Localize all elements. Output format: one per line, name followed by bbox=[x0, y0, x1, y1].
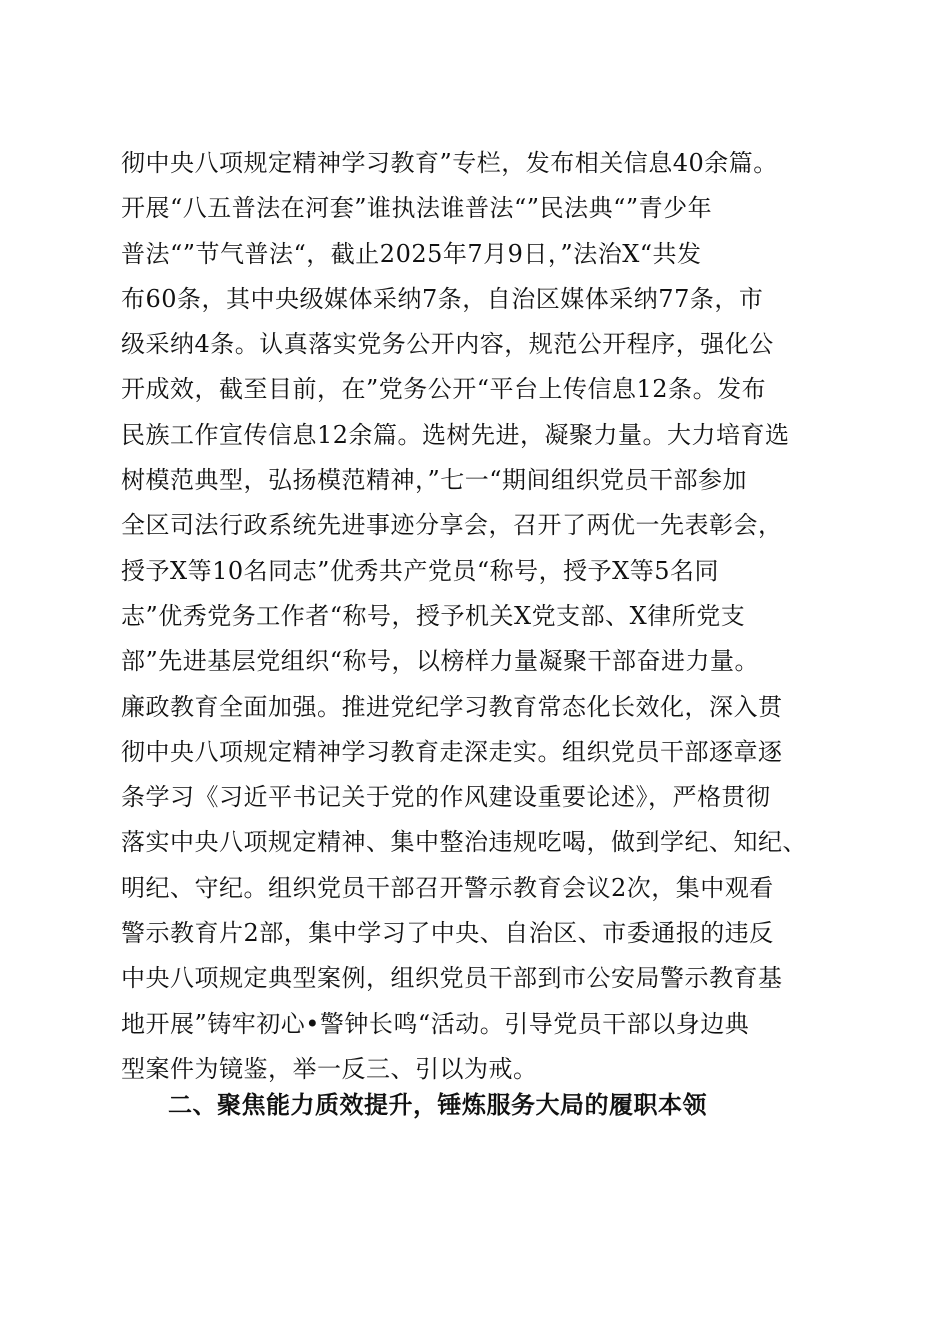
text-line: 落实中央八项规定精神、集中整治违规吃喝，做到学纪、知纪、 bbox=[121, 828, 807, 857]
text-line: 开成效，截至目前，在”党务公开“平台上传信息12条。发布 bbox=[121, 375, 767, 404]
text-line: 树模范典型，弘扬模范精神，”七一“期间组织党员干部参加 bbox=[121, 466, 748, 495]
text-line: 中央八项规定典型案例，组织党员干部到市公安局警示教育基 bbox=[121, 964, 783, 993]
text-line: 条学习《习近平书记关于党的作风建设重要论述》，严格贯彻 bbox=[121, 783, 771, 812]
text-line: 民族工作宣传信息12余篇。选树先进，凝聚力量。大力培育选 bbox=[121, 420, 790, 449]
text-line: 彻中央八项规定精神学习教育走深走实。组织党员干部逐章逐 bbox=[121, 737, 783, 766]
text-line: 型案件为镜鉴，举一反三、引以为戒。 bbox=[121, 1054, 538, 1083]
text-line: 廉政教育全面加强。推进党纪学习教育常态化长效化，深入贯 bbox=[121, 692, 783, 721]
body-paragraph bbox=[121, 141, 841, 1092]
text-line: 开展“八五普法在河套”谁执法谁普法“”民法典“”青少年 bbox=[121, 194, 713, 223]
text-line: 警示教育片2部，集中学习了中央、自治区、市委通报的违反 bbox=[121, 919, 774, 948]
text-line: 普法“”节气普法“，截止2025年7月9日，”法治X“共发 bbox=[121, 239, 702, 268]
text-line: 彻中央八项规定精神学习教育”专栏，发布相关信息40余篇。 bbox=[121, 149, 778, 177]
text-line: 部”先进基层党组织“称号，以榜样力量凝聚干部奋进力量。 bbox=[121, 647, 760, 676]
text-line: 地开展”铸牢初心•警钟长鸣“活动。引导党员干部以身边典 bbox=[121, 1009, 750, 1038]
text-line: 布60条，其中央级媒体采纳7条，自治区媒体采纳77条，市 bbox=[121, 284, 764, 313]
text-line: 明纪、守纪。组织党员干部召开警示教育会议2次，集中观看 bbox=[121, 873, 774, 902]
text-line: 级采纳4条。认真落实党务公开内容，规范公开程序，强化公 bbox=[121, 330, 774, 359]
text-line: 全区司法行政系统先进事迹分享会，召开了两优一先表彰会， bbox=[121, 511, 783, 540]
text-line: 授予X等10名同志”优秀共产党员“称号，授予X等5名同 bbox=[121, 556, 720, 585]
section-heading: 二、聚焦能力质效提升，锤炼服务大局的履职本领 bbox=[168, 1090, 707, 1119]
text-line: 志”优秀党务工作者“称号，授予机关X党支部、X律所党支 bbox=[121, 601, 746, 630]
